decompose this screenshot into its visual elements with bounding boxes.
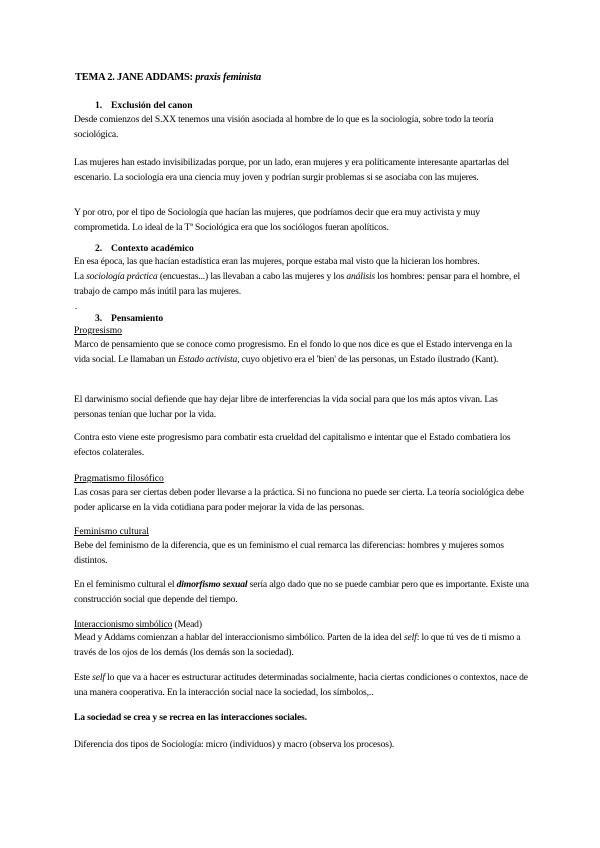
section-number: 2. xyxy=(95,243,103,254)
subheading-interaccionismo-line: Interaccionismo simbólico (Mead) xyxy=(74,619,202,630)
subheading-progresismo: Progresismo xyxy=(74,325,122,336)
paragraph: Y por otro, por el tipo de Sociología que hacían las mujeres, que podríamos decir que era muy activista y muy comprometida. Lo ideal de la Tª Sociológica era que los sociólogos fueran apolíticos. xyxy=(74,207,480,233)
emphasis: análisis xyxy=(346,271,376,282)
paragraph: Marco de pensamiento que se conoce como progresismo. En el fondo lo que nos dice es que el Estado intervenga en la vida social. Le llamaban un Estado activista, cuyo objetivo era el 'bien' de las personas, un Estado ilustrado (Kant). xyxy=(74,339,512,365)
title-main: TEMA 2. JANE ADDAMS: xyxy=(75,72,193,83)
section-number: 3. xyxy=(95,313,103,324)
emphasis: self xyxy=(92,672,105,683)
paragraph: Contra esto viene este progresismo para combatir esta crueldad del capitalismo e intentar que el Estado combatiera los efectos colaterales. xyxy=(74,432,511,458)
paragraph: Las cosas para ser ciertas deben poder llevarse a la práctica. Si no funciona no puede ser cierta. La teoría sociológica debe poder aplicarse en la vida cotidiana para poder mejorar la vida de las personas. xyxy=(74,487,524,513)
subheading-pragmatismo: Pragmatismo filosófico xyxy=(74,473,164,484)
section-title: Pensamiento xyxy=(111,313,164,324)
paragraph: Diferencia dos tipos de Sociología: micro (individuos) y macro (observa los procesos). xyxy=(74,739,395,750)
stray-dot: . xyxy=(75,301,78,311)
paragraph: El darwinismo social defiende que hay dejar libre de interferencias la vida social para que los más aptos vivan. Las personas tenían que luchar por la vida. xyxy=(74,394,498,420)
section-heading-2 xyxy=(95,243,194,254)
subheading-feminismo: Feminismo cultural xyxy=(74,526,149,537)
paragraph: Desde comienzos del S.XX tenemos una visión asociada al hombre de lo que es la sociología, sobre todo la teoría sociológica. xyxy=(74,114,494,140)
section-heading-3 xyxy=(95,313,163,324)
document-title xyxy=(75,72,261,83)
subheading-interaccionismo: Interaccionismo simbólico xyxy=(74,619,173,630)
section-heading-1 xyxy=(95,100,193,111)
paragraph: Mead y Addams comienzan a hablar del interaccionismo simbólico. Parten de la idea del self: lo que tú ves de ti mismo a través de los ojos de los demás (los demás son la sociedad). xyxy=(74,632,521,658)
paragraph: La sociología práctica (encuestas...) las llevaban a cabo las mujeres y los análisis los hombres: pensar para el hombre, el trabajo de campo más inútil para las mujeres. xyxy=(74,271,520,297)
section-title: Contexto académico xyxy=(111,243,194,254)
emphasis: Estado activista xyxy=(177,353,238,365)
emphasis: dimorfismo sexual xyxy=(176,579,248,590)
section-title: Exclusión del canon xyxy=(111,100,193,111)
paragraph: Este self lo que va a hacer es estructurar actitudes determinadas socialmente, hacia ciertas condiciones o contextos, nace de una manera cooperativa. En la interacción social nace la sociedad, los símbolos,.. xyxy=(74,672,528,698)
bold-statement: La sociedad se crea y se recrea en las interacciones sociales. xyxy=(74,712,307,723)
emphasis: self xyxy=(403,632,417,643)
paragraph: En esa época, las que hacían estadística eran las mujeres, porque estaba mal visto que la hicieran los hombres. xyxy=(74,256,480,267)
paragraph: Las mujeres han estado invisibilizadas porque, por un lado, eran mujeres y era políticamente interesante apartarlas del escenario. La sociología era una ciencia muy joven y podrían surgir problemas si se asociaba con las mujeres. xyxy=(74,157,510,183)
emphasis: sociología práctica xyxy=(86,271,158,282)
title-subtitle: praxis feminista xyxy=(192,72,262,83)
section-number: 1. xyxy=(95,100,103,111)
paragraph: En el feminismo cultural el dimorfismo sexual sería algo dado que no se puede cambiar pero que es importante. Existe una construcción social que depende del tiempo. xyxy=(74,579,529,605)
paragraph: Bebe del feminismo de la diferencia, que es un feminismo el cual remarca las diferencias: hombres y mujeres somos distintos. xyxy=(74,540,504,566)
